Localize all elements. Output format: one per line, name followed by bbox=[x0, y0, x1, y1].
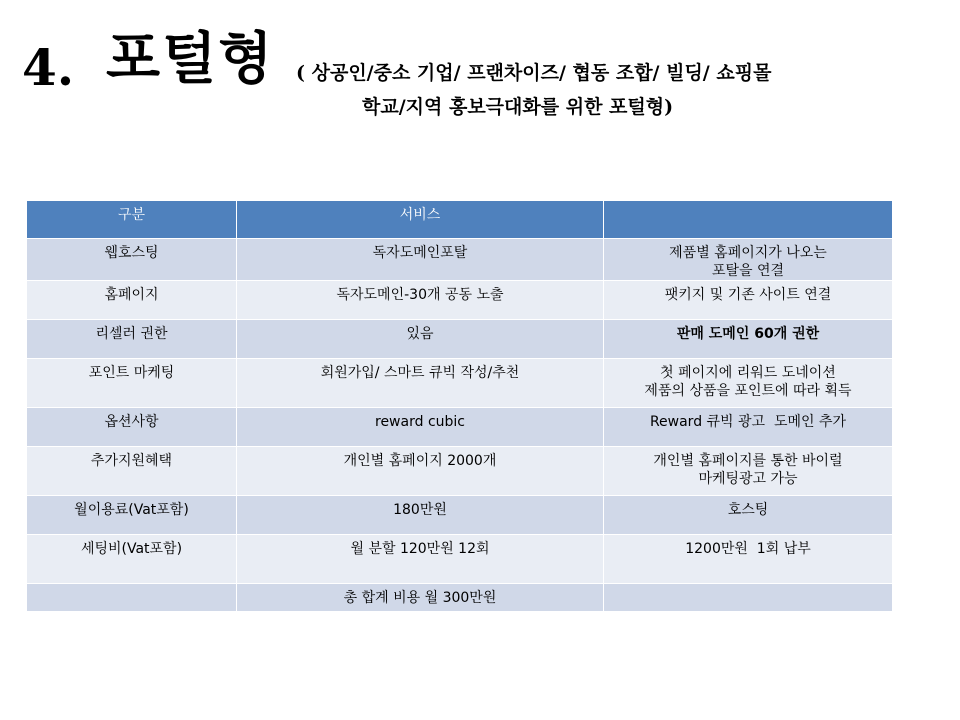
cell-service: reward cubic bbox=[237, 408, 604, 447]
cell-category: 월이용료(Vat포함) bbox=[27, 496, 237, 535]
cell-service: 독자도메인-30개 공동 노출 bbox=[237, 281, 604, 320]
cell-detail bbox=[604, 584, 893, 612]
table-row bbox=[27, 239, 893, 281]
cell-detail: 제품별 홈페이지가 나오는 포탈을 연결 bbox=[604, 239, 893, 281]
cell-category: 리셀러 권한 bbox=[27, 320, 237, 359]
table-row bbox=[27, 359, 893, 408]
table-row bbox=[27, 320, 893, 359]
cell-detail: 호스팅 bbox=[604, 496, 893, 535]
cell-service: 있음 bbox=[237, 320, 604, 359]
cell-category: 세팅비(Vat포함) bbox=[27, 535, 237, 584]
cell-service: 독자도메인포탈 bbox=[237, 239, 604, 281]
subtitle-line-2: 학교/지역 홍보극대화를 위한 포털형) bbox=[362, 96, 674, 118]
cell-detail: 첫 페이지에 리워드 도네이션 제품의 상품을 포인트에 따라 획득 bbox=[604, 359, 893, 408]
cell-service: 월 분할 120만원 12회 bbox=[237, 535, 604, 584]
cell-detail: 판매 도메인 60개 권한 bbox=[604, 320, 893, 359]
cell-service: 회원가입/ 스마트 큐빅 작성/추천 bbox=[237, 359, 604, 408]
cell-detail: 1200만원 1회 납부 bbox=[604, 535, 893, 584]
cell-service: 총 합계 비용 월 300만원 bbox=[237, 584, 604, 612]
cell-category: 추가지원혜택 bbox=[27, 447, 237, 496]
table-row bbox=[27, 281, 893, 320]
header-service: 서비스 bbox=[237, 201, 604, 239]
table-row bbox=[27, 535, 893, 584]
header-category: 구분 bbox=[27, 201, 237, 239]
cell-category bbox=[27, 584, 237, 612]
cell-service: 개인별 홈페이지 2000개 bbox=[237, 447, 604, 496]
cell-category: 옵션사항 bbox=[27, 408, 237, 447]
cell-detail: 개인별 홈페이지를 통한 바이럴 마케팅광고 가능 bbox=[604, 447, 893, 496]
header-detail bbox=[604, 201, 893, 239]
table-row bbox=[27, 496, 893, 535]
table-row bbox=[27, 447, 893, 496]
cell-category: 홈페이지 bbox=[27, 281, 237, 320]
cell-detail: 팻키지 및 기존 사이트 연결 bbox=[604, 281, 893, 320]
cell-category: 포인트 마케팅 bbox=[27, 359, 237, 408]
service-table bbox=[26, 200, 893, 612]
table-header-row bbox=[27, 201, 893, 239]
subtitle-line-1: ( 상공인/중소 기업/ 프랜차이즈/ 협동 조합/ 빌딩/ 쇼핑몰 bbox=[296, 62, 772, 84]
section-number: 4. bbox=[22, 38, 75, 97]
cell-category: 웹호스팅 bbox=[27, 239, 237, 281]
cell-detail: Reward 큐빅 광고 도메인 추가 bbox=[604, 408, 893, 447]
page-title: 포털형 bbox=[106, 26, 275, 92]
cell-service: 180만원 bbox=[237, 496, 604, 535]
table-row bbox=[27, 408, 893, 447]
table-row-total bbox=[27, 584, 893, 612]
